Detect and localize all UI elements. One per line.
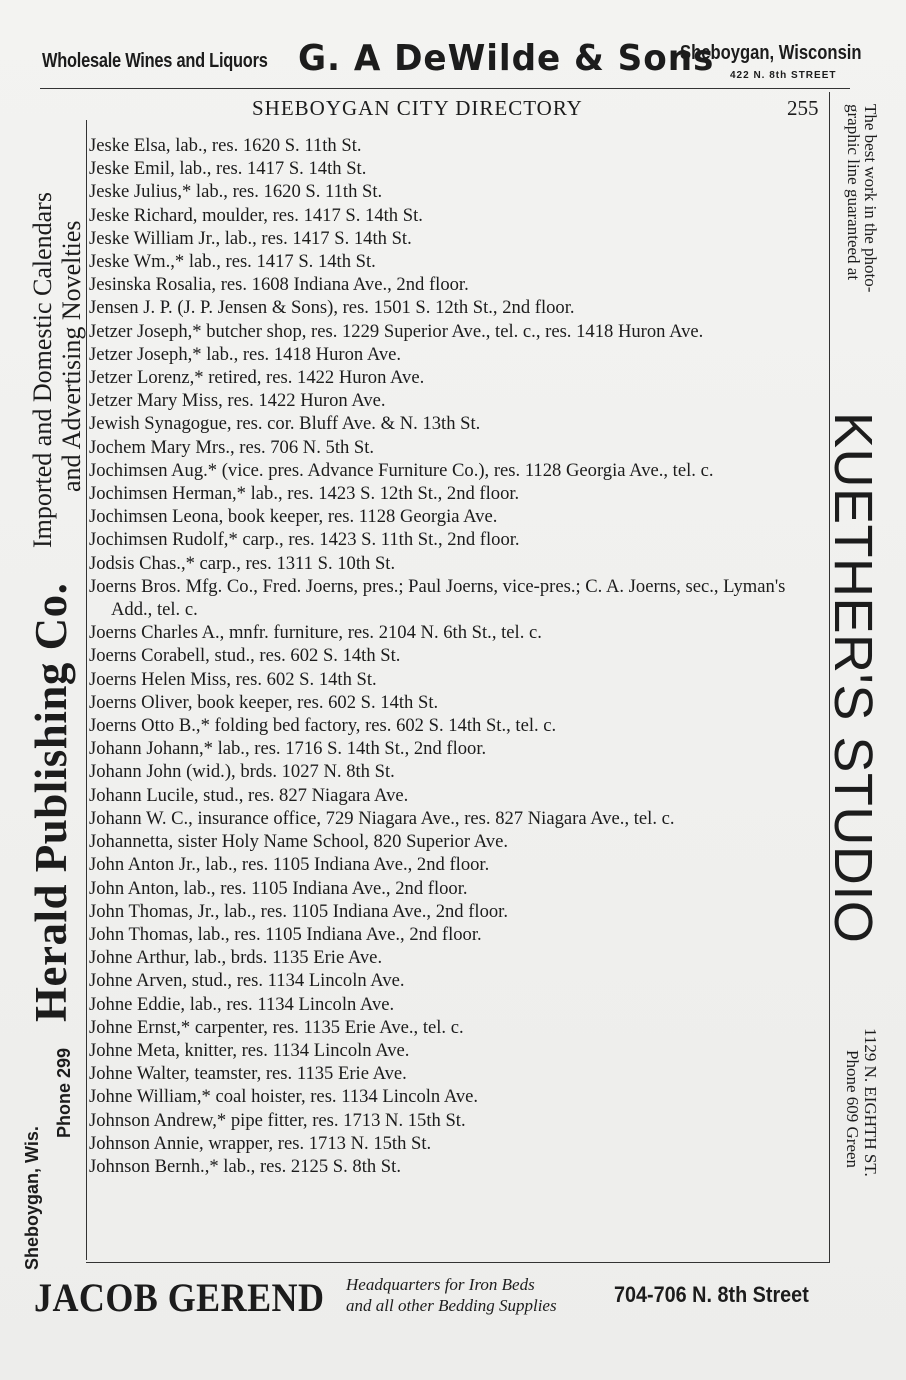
right-ad-phone: Phone 609 Green [843,1050,862,1169]
directory-entry: Johann Lucile, stud., res. 827 Niagara Ave. [89,784,409,806]
directory-entry: Jochem Mary Mrs., res. 706 N. 5th St. [89,436,375,458]
directory-entry: Jeske Julius,* lab., res. 1620 S. 11th St. [89,181,383,203]
left-ad-line1: Imported and Domestic Calendars [28,192,57,548]
bottom-ad-headline [346,1274,557,1316]
bottom-ad-street: 704-706 N. 8th Street [614,1282,809,1307]
top-ad-company-name: G. A DeWilde & Sons [298,38,715,79]
directory-entry: Jochimsen Herman,* lab., res. 1423 S. 12th St., 2nd floor. [89,483,520,505]
directory-entry: Jeske Emil, lab., res. 1417 S. 14th St. [89,158,367,180]
directory-entry: Jeske Elsa, lab., res. 1620 S. 11th St. [89,135,362,156]
directory-entry: Johannetta, sister Holy Name School, 820 Superior Ave. [89,831,508,853]
right-ad-address: 1129 N. EIGHTH ST. [861,1028,880,1177]
directory-entry: Jewish Synagogue, res. cor. Bluff Ave. & N. 13th St. [89,413,481,435]
directory-entry: John Thomas, Jr., lab., res. 1105 Indiana Ave., 2nd floor. [89,900,508,922]
directory-entry: Johne Eddie, lab., res. 1134 Lincoln Ave. [89,993,395,1015]
directory-entry: Johnson Andrew,* pipe fitter, res. 1713 N. 15th St. [89,1109,466,1131]
directory-entries [89,134,829,1178]
right-ad-line1: The best work in the photo- [861,104,880,293]
page-number: 255 [787,96,819,120]
directory-entry: Johne Arthur, lab., brds. 1135 Erie Ave. [89,947,383,969]
directory-entry: Joerns Otto B.,* folding bed factory, res. 602 S. 14th St., tel. c. [89,715,557,737]
top-advertisement [30,38,862,90]
directory-entry: Johann W. C., insurance office, 729 Niagara Ave., res. 827 Niagara Ave., tel. c. [89,807,675,829]
directory-entry: Jochimsen Leona, book keeper, res. 1128 Georgia Ave. [89,506,498,528]
directory-entry: Joerns Helen Miss, res. 602 S. 14th St. [89,668,377,690]
directory-entry: Jeske William Jr., lab., res. 1417 S. 14th St. [89,227,412,249]
top-ad-city: Sheboygan, Wisconsin [680,42,862,64]
bottom-ad-headline-line1: Headquarters for Iron Beds [346,1275,535,1294]
directory-entry: Jochimsen Aug.* (vice. pres. Advance Furniture Co.), res. 1128 Georgia Ave., tel. c. [89,459,714,481]
directory-entry: Jetzer Mary Miss, res. 1422 Huron Ave. [89,390,386,412]
directory-entry: Johann Johann,* lab., res. 1716 S. 14th St., 2nd floor. [89,738,487,760]
left-ad-city: Sheboygan, Wis. [22,1126,42,1270]
frame-left-rule [86,120,87,1260]
directory-entry: Johne Meta, knitter, res. 1134 Lincoln Ave. [89,1039,410,1061]
directory-entry: Jesinska Rosalia, res. 1608 Indiana Ave., 2nd floor. [89,274,469,296]
bottom-advertisement [34,1272,864,1322]
right-ad-line2: graphic line guaranteed at [844,104,863,281]
directory-entry: Johne William,* coal hoister, res. 1134 Lincoln Ave. [89,1086,479,1108]
top-ad-rule [40,88,850,89]
directory-entry: Joerns Bros. Mfg. Co., Fred. Joerns, pres.; Paul Joerns, vice-pres.; C. A. Joerns, sec., Lyman's Add., tel. c. [89,575,786,621]
directory-entry: Johne Arven, stud., res. 1134 Lincoln Ave. [89,970,405,992]
top-ad-address: 422 N. 8th STREET [730,70,837,81]
directory-entry: Johne Ernst,* carpenter, res. 1135 Erie Ave., tel. c. [89,1016,464,1038]
directory-entry: Jensen J. P. (J. P. Jensen & Sons), res. 1501 S. 12th St., 2nd floor. [89,297,575,319]
top-ad-left-text: Wholesale Wines and Liquors [42,50,268,72]
left-ad-line2: and Advertising Novelties [57,220,86,492]
bottom-ad-name: JACOB GEREND [34,1275,325,1320]
directory-entry: John Thomas, lab., res. 1105 Indiana Ave., 2nd floor. [89,923,482,945]
directory-entry: Johnson Annie, wrapper, res. 1713 N. 15th St. [89,1132,432,1154]
directory-entry: John Anton, lab., res. 1105 Indiana Ave., 2nd floor. [89,877,468,899]
directory-entry: Jetzer Joseph,* butcher shop, res. 1229 Superior Ave., tel. c., res. 1418 Huron Ave. [89,320,704,342]
directory-entry: Jetzer Joseph,* lab., res. 1418 Huron Ave. [89,343,402,365]
directory-entry: Jetzer Lorenz,* retired, res. 1422 Huron Ave. [89,367,425,389]
bottom-ad-headline-line2: and all other Bedding Supplies [346,1296,557,1315]
directory-entry: Jodsis Chas.,* carp., res. 1311 S. 10th St. [89,552,396,574]
directory-title: SHEBOYGAN CITY DIRECTORY [252,96,583,120]
directory-entry: Jochimsen Rudolf,* carp., res. 1423 S. 11th St., 2nd floor. [89,529,520,551]
left-ad-phone: Phone 299 [54,1047,74,1138]
directory-entry: Johann John (wid.), brds. 1027 N. 8th St. [89,761,395,783]
directory-entry: John Anton Jr., lab., res. 1105 Indiana Ave., 2nd floor. [89,854,490,876]
frame-bottom-rule [86,1262,830,1263]
left-ad-publisher: Herald Publishing Co. [26,582,76,1022]
directory-entry: Johnson Bernh.,* lab., res. 2125 S. 8th St. [89,1155,401,1177]
directory-entry: Jeske Wm.,* lab., res. 1417 S. 14th St. [89,251,376,273]
directory-entry: Joerns Oliver, book keeper, res. 602 S. 14th St. [89,691,439,713]
directory-entry: Joerns Corabell, stud., res. 602 S. 14th St. [89,645,401,667]
directory-entry: Johne Walter, teamster, res. 1135 Erie Ave. [89,1063,407,1085]
right-ad-studio: KUETHER'S STUDIO [823,412,883,944]
directory-entry: Joerns Charles A., mnfr. furniture, res. 2104 N. 6th St., tel. c. [89,622,542,644]
directory-entry: Jeske Richard, moulder, res. 1417 S. 14th St. [89,204,423,226]
